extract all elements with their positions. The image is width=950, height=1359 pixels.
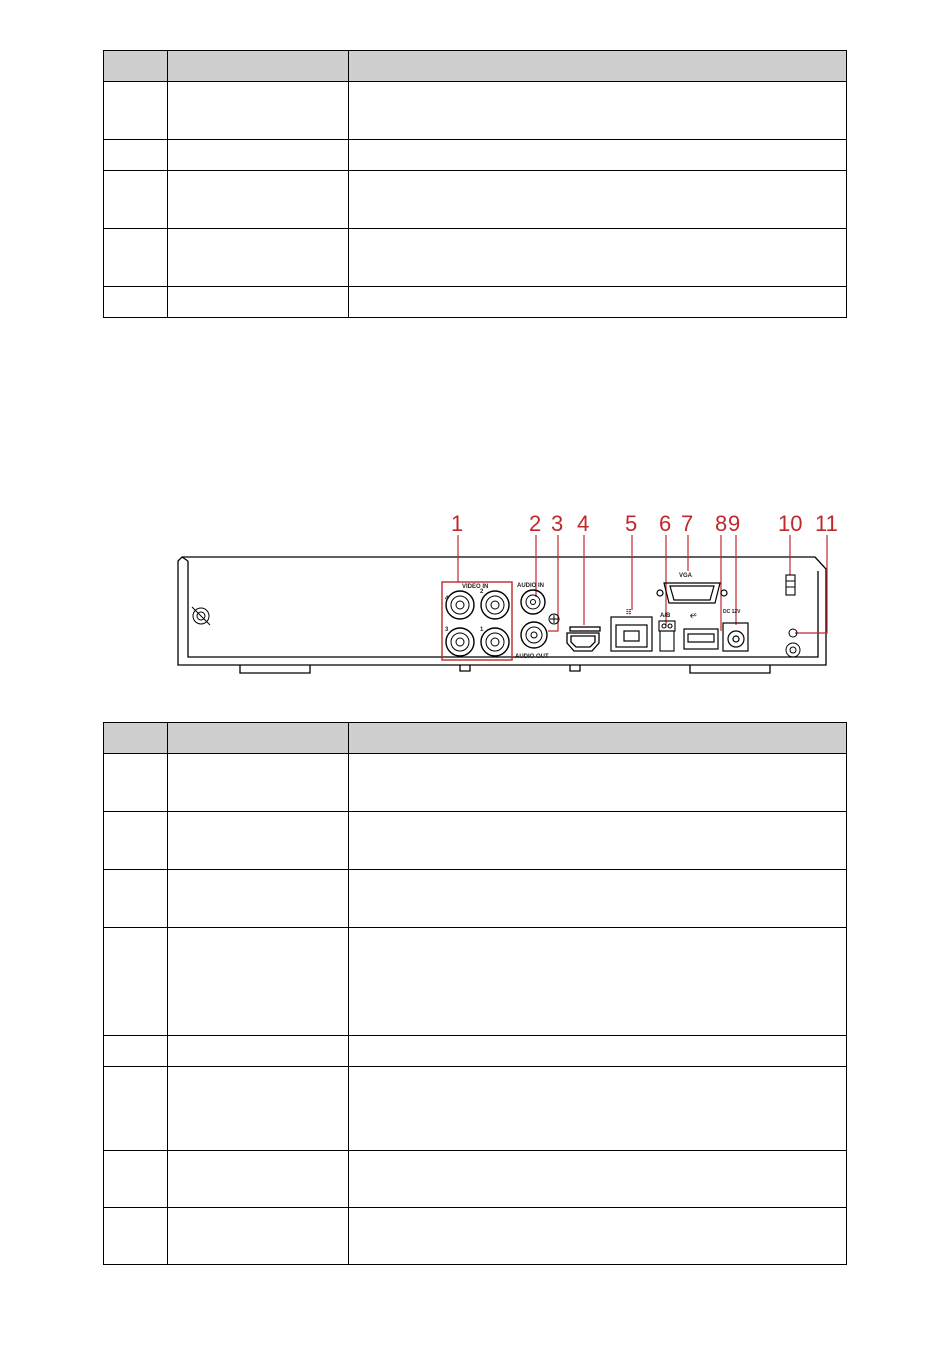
rear-panel-figure [170, 505, 840, 690]
bnc-connector-icon [481, 591, 509, 619]
callout-5: 5 [625, 511, 638, 536]
leader-lines [458, 535, 827, 633]
callout-numbers [451, 511, 838, 536]
ground-screw-icon [549, 614, 559, 624]
callout-3: 3 [551, 511, 564, 536]
callout-2: 2 [529, 511, 542, 536]
bnc-connector-icon [481, 628, 509, 656]
screw-left-icon [192, 607, 210, 625]
table-header-row [104, 51, 847, 82]
table-row [104, 1151, 847, 1208]
audio-in-label: AUDIO IN [517, 583, 544, 589]
audio-out-connector-icon [521, 622, 547, 648]
lan-port-icon [611, 617, 652, 651]
callout-4: 4 [577, 511, 590, 536]
table-row [104, 82, 847, 140]
table-row [104, 1067, 847, 1151]
table-row [104, 287, 847, 318]
table-row [104, 870, 847, 928]
table-row [104, 812, 847, 870]
bnc-number: 1 [480, 627, 484, 633]
table-row [104, 754, 847, 812]
callout-6: 6 [659, 511, 672, 536]
callout-1: 1 [451, 511, 464, 536]
chassis [178, 557, 826, 673]
dc-label: DC 12V [723, 609, 741, 615]
usb-port-icon [684, 629, 718, 649]
audio-in-connector-icon [521, 590, 545, 614]
header-cell [349, 723, 847, 754]
vga-port-icon [657, 583, 727, 603]
table-row [104, 229, 847, 287]
vga-label: VGA [679, 573, 693, 579]
dc-power-port-icon [723, 623, 748, 651]
bnc-number: 3 [445, 627, 449, 633]
table-row [104, 171, 847, 229]
table-row [104, 1208, 847, 1265]
power-switch-icon [786, 575, 795, 595]
table-row [104, 928, 847, 1036]
header-cell [104, 51, 168, 82]
bottom-table [103, 722, 847, 1265]
video-in-label: VIDEO IN [462, 584, 489, 590]
table-row [104, 1036, 847, 1067]
top-table [103, 50, 847, 318]
header-cell [349, 51, 847, 82]
callout-11: 11 [815, 511, 838, 536]
callout-10: 10 [778, 511, 803, 536]
table-row [104, 140, 847, 171]
bnc-number: 2 [480, 589, 484, 595]
bnc-number: 4 [445, 596, 449, 602]
usb-symbol-icon: ⭁ [690, 611, 697, 620]
bnc-connector-icon [446, 628, 474, 656]
header-cell [168, 51, 349, 82]
audio-out-label: AUDIO OUT [515, 654, 549, 660]
callout-9: 9 [728, 511, 741, 536]
bnc-connectors [446, 591, 509, 656]
callout-7: 7 [681, 511, 694, 536]
ab-label: A/B [660, 613, 671, 619]
header-cell [168, 723, 349, 754]
callout-8: 8 [715, 511, 728, 536]
bnc-connector-icon [446, 591, 474, 619]
header-cell [104, 723, 168, 754]
table-header-row [104, 723, 847, 754]
hdmi-port-icon [567, 627, 600, 651]
lan-label: ☷ [626, 610, 632, 616]
rs485-terminal-icon [659, 621, 675, 651]
